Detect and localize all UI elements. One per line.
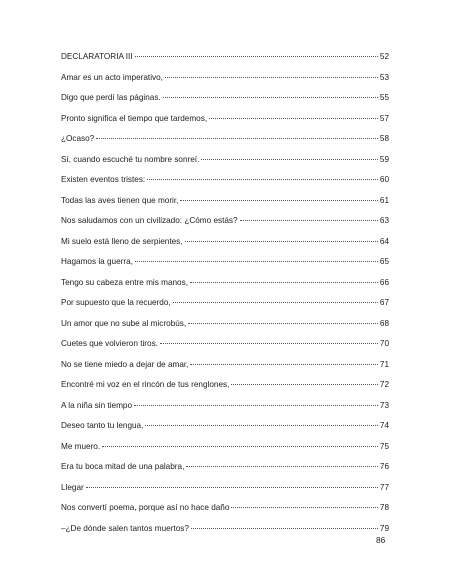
toc-entry-title: Deseo tanto tu lengua, <box>61 421 144 430</box>
dot-leader <box>185 241 378 242</box>
toc-entry[interactable] <box>61 400 389 421</box>
dot-leader <box>188 323 378 324</box>
toc-entry[interactable] <box>61 133 389 154</box>
dot-leader <box>173 302 378 303</box>
toc-entry-page: 70 <box>379 339 389 348</box>
toc-entry-title: Cuetes que volvieron tiros. <box>61 339 158 348</box>
dot-leader <box>165 77 378 78</box>
dot-leader <box>201 159 378 160</box>
toc-entry[interactable] <box>61 441 389 462</box>
dot-leader <box>102 446 378 447</box>
toc-entry[interactable] <box>61 502 389 523</box>
toc-entry[interactable] <box>61 215 389 236</box>
toc-entry[interactable] <box>61 523 389 544</box>
toc-entry[interactable] <box>61 379 389 400</box>
toc-entry-page: 57 <box>379 113 389 123</box>
toc-entry-page: 58 <box>379 134 389 143</box>
dot-leader <box>190 282 378 283</box>
toc-entry-title: A la niña sin tiempo <box>61 400 133 410</box>
toc-entry-page: 79 <box>379 523 389 533</box>
dot-leader <box>231 507 378 508</box>
dot-leader <box>180 200 378 201</box>
dot-leader <box>191 528 378 529</box>
toc-entry-page: 68 <box>379 318 389 328</box>
toc-entry-title: Tengo su cabeza entre mis manos, <box>61 277 188 287</box>
toc-entry[interactable] <box>61 338 389 359</box>
toc-entry-title: ¿Ocaso? <box>61 134 95 143</box>
toc-entry-title: Existen eventos tristes: <box>61 175 146 184</box>
toc-entry-page: 61 <box>379 195 389 205</box>
dot-leader <box>186 466 378 467</box>
toc-entry[interactable] <box>61 174 389 195</box>
toc-entry-page: 64 <box>379 236 389 246</box>
toc-entry[interactable] <box>61 72 389 93</box>
dot-leader <box>145 425 378 426</box>
toc-entry-title: Me muero. <box>61 441 101 451</box>
toc-entry-page: 77 <box>379 482 389 492</box>
dot-leader <box>135 261 378 262</box>
toc-entry-title: –¿De dónde salen tantos muertos? <box>61 523 189 533</box>
toc-entry-page: 75 <box>379 441 389 451</box>
toc-entry[interactable] <box>61 461 389 482</box>
toc-entry-title: Mi suelo está lleno de serpientes, <box>61 236 183 246</box>
toc-entry[interactable] <box>61 256 389 277</box>
dot-leader <box>240 220 378 221</box>
toc-entry-page: 72 <box>379 380 389 389</box>
dot-leader <box>209 118 378 119</box>
toc-entry[interactable] <box>61 51 389 72</box>
toc-entry-page: 59 <box>379 154 389 164</box>
toc-entry-page: 60 <box>379 175 389 184</box>
dot-leader <box>190 364 378 365</box>
toc-entry-title: Por supuesto que la recuerdo, <box>61 298 171 307</box>
toc-entry-title: Llegar <box>61 482 84 492</box>
toc-entry-title: Era tu boca mitad de una palabra, <box>61 462 185 471</box>
page-number: 86 <box>376 535 386 545</box>
toc-entry[interactable] <box>61 318 389 339</box>
toc-entry-title: DECLARATORIA III <box>61 52 133 61</box>
toc-entry[interactable] <box>61 236 389 257</box>
toc-entry-title: Nos saludamos con un civilizado: ¿Cómo estás? <box>61 216 238 225</box>
toc-entry-title: Todas las aves tienen que morir, <box>61 195 179 205</box>
toc-entry-page: 63 <box>379 216 389 225</box>
dot-leader <box>231 384 378 385</box>
toc-entry-page: 73 <box>379 400 389 410</box>
toc-entry-page: 53 <box>379 72 389 82</box>
toc-entry-title: No se tiene miedo a dejar de amar, <box>61 359 189 369</box>
toc-entry-title: Hagamos la guerra, <box>61 257 133 266</box>
toc-entry-title: Pronto significa el tiempo que tardemos, <box>61 113 208 123</box>
toc-entry[interactable] <box>61 113 389 134</box>
toc-entry-page: 67 <box>379 298 389 307</box>
dot-leader <box>134 405 378 406</box>
toc-entry[interactable] <box>61 420 389 441</box>
toc-entry-title: Encontré mi voz en el rincón de tus renglones, <box>61 380 230 389</box>
toc-entry[interactable] <box>61 195 389 216</box>
toc-entry[interactable] <box>61 359 389 380</box>
dot-leader <box>160 343 378 344</box>
toc-entry[interactable] <box>61 297 389 318</box>
toc-entry-page: 71 <box>379 359 389 369</box>
toc-entry-title: Amar es un acto imperativo, <box>61 72 163 82</box>
dot-leader <box>96 138 378 139</box>
toc-entry-title: Sí, cuando escuché tu nombre sonreí. <box>61 154 200 164</box>
toc-entry[interactable] <box>61 154 389 175</box>
dot-leader <box>135 56 378 57</box>
table-of-contents <box>61 51 389 543</box>
toc-entry-page: 52 <box>379 52 389 61</box>
toc-entry-page: 74 <box>379 421 389 430</box>
toc-entry-page: 66 <box>379 277 389 287</box>
dot-leader <box>163 97 378 98</box>
toc-entry[interactable] <box>61 482 389 503</box>
toc-entry[interactable] <box>61 277 389 298</box>
toc-entry-title: Nos convertí poema, porque así no hace daño <box>61 503 230 512</box>
dot-leader <box>86 487 378 488</box>
toc-entry-page: 55 <box>379 93 389 102</box>
toc-entry-title: Digo que perdí las páginas. <box>61 93 161 102</box>
toc-entry-page: 65 <box>379 257 389 266</box>
toc-entry-page: 76 <box>379 462 389 471</box>
toc-entry-title: Un amor que no sube al microbús, <box>61 318 187 328</box>
toc-entry-page: 78 <box>379 503 389 512</box>
toc-entry[interactable] <box>61 92 389 113</box>
dot-leader <box>147 179 378 180</box>
